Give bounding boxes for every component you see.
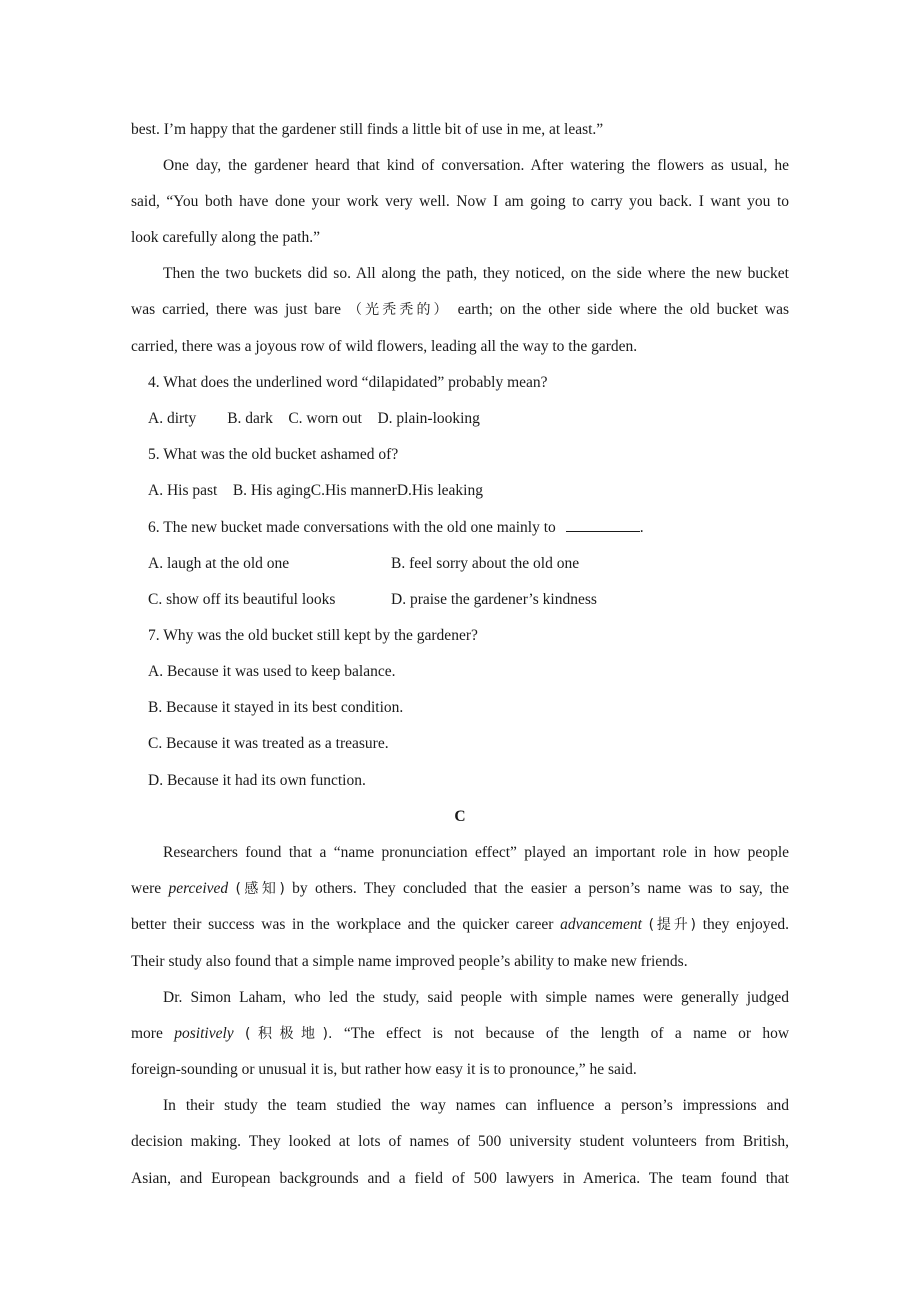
question-text: 6. The new bucket made conversations with the old one mainly to bbox=[148, 519, 556, 536]
text-span: they enjoyed. bbox=[702, 916, 790, 933]
paragraph-line: Dr. Simon Laham, who led the study, said people with simple names were generally judged bbox=[163, 989, 789, 1006]
chinese-gloss: (提升) bbox=[648, 917, 696, 933]
question-text-end: . bbox=[639, 519, 644, 536]
chinese-gloss: (感知) bbox=[235, 881, 285, 897]
option-b: B. feel sorry about the old one bbox=[391, 555, 580, 572]
option-c: C. show off its beautiful looks bbox=[148, 591, 336, 608]
answer-blank bbox=[566, 516, 640, 532]
question-4-stem: 4. What does the underlined word “dilapidated” probably mean? bbox=[148, 374, 548, 391]
text-span: by others. They concluded that the easier a person’s name was to say, the bbox=[292, 880, 790, 897]
text-span: were bbox=[131, 880, 162, 897]
paragraph-line: best. I’m happy that the gardener still finds a little bit of use in me, at least.” bbox=[131, 121, 604, 138]
chinese-gloss: (积极地). bbox=[245, 1026, 333, 1042]
question-6-stem bbox=[148, 516, 789, 538]
paragraph-line: One day, the gardener heard that kind of conversation. After watering the flowers as usual, he bbox=[163, 157, 789, 174]
text-span: was carried, there was just bare bbox=[131, 301, 342, 318]
chinese-gloss: （光秃秃的） bbox=[348, 302, 451, 318]
paragraph-line: decision making. They looked at lots of names of 500 university student volunteers from British, bbox=[131, 1133, 789, 1150]
paragraph-line: Researchers found that a “name pronunciation effect” played an important role in how people bbox=[163, 844, 789, 861]
paragraph-line: Their study also found that a simple name improved people’s ability to make new friends. bbox=[131, 953, 688, 970]
question-4-options: A. dirty B. dark C. worn out D. plain-looking bbox=[148, 410, 480, 427]
paragraph-line bbox=[131, 878, 789, 900]
paragraph-line: look carefully along the path.” bbox=[131, 229, 320, 246]
text-span: earth; on the other side where the old bucket was bbox=[457, 301, 790, 318]
text-span: more bbox=[131, 1025, 163, 1042]
text-span: “The effect is not because of the length of a name or how bbox=[343, 1025, 790, 1042]
section-heading: C bbox=[454, 808, 466, 825]
question-6-options-row1 bbox=[148, 553, 789, 575]
paragraph-line: foreign-sounding or unusual it is, but rather how easy it is to pronounce,” he said. bbox=[131, 1061, 637, 1078]
paragraph-line bbox=[131, 1023, 789, 1045]
paragraph-line: carried, there was a joyous row of wild flowers, leading all the way to the garden. bbox=[131, 338, 638, 355]
paragraph-line bbox=[131, 299, 789, 321]
option-a: A. Because it was used to keep balance. bbox=[148, 663, 396, 680]
option-c: C. Because it was treated as a treasure. bbox=[148, 735, 389, 752]
glossed-term: advancement bbox=[560, 916, 642, 933]
text-span: better their success was in the workplace and the quicker career bbox=[131, 916, 554, 933]
paragraph-line: said, “You both have done your work very well. Now I am going to carry you back. I want you to bbox=[131, 193, 789, 210]
option-b: B. Because it stayed in its best condition. bbox=[148, 699, 404, 716]
paragraph-line: In their study the team studied the way names can influence a person’s impressions and bbox=[163, 1097, 789, 1114]
question-6-options-row2 bbox=[148, 589, 789, 611]
option-d: D. Because it had its own function. bbox=[148, 772, 366, 789]
question-5-options: A. His past B. His agingC.His mannerD.His leaking bbox=[148, 482, 483, 499]
option-a: A. laugh at the old one bbox=[148, 555, 290, 572]
paragraph-line: Asian, and European backgrounds and a field of 500 lawyers in America. The team found that bbox=[131, 1170, 789, 1187]
paragraph-line bbox=[131, 914, 789, 936]
question-7-stem: 7. Why was the old bucket still kept by the gardener? bbox=[148, 627, 478, 644]
paragraph-line: Then the two buckets did so. All along the path, they noticed, on the side where the new bucket bbox=[163, 265, 789, 282]
glossed-term: perceived bbox=[168, 880, 229, 897]
question-5-stem: 5. What was the old bucket ashamed of? bbox=[148, 446, 399, 463]
glossed-term: positively bbox=[174, 1025, 234, 1042]
option-d: D. praise the gardener’s kindness bbox=[391, 591, 597, 608]
